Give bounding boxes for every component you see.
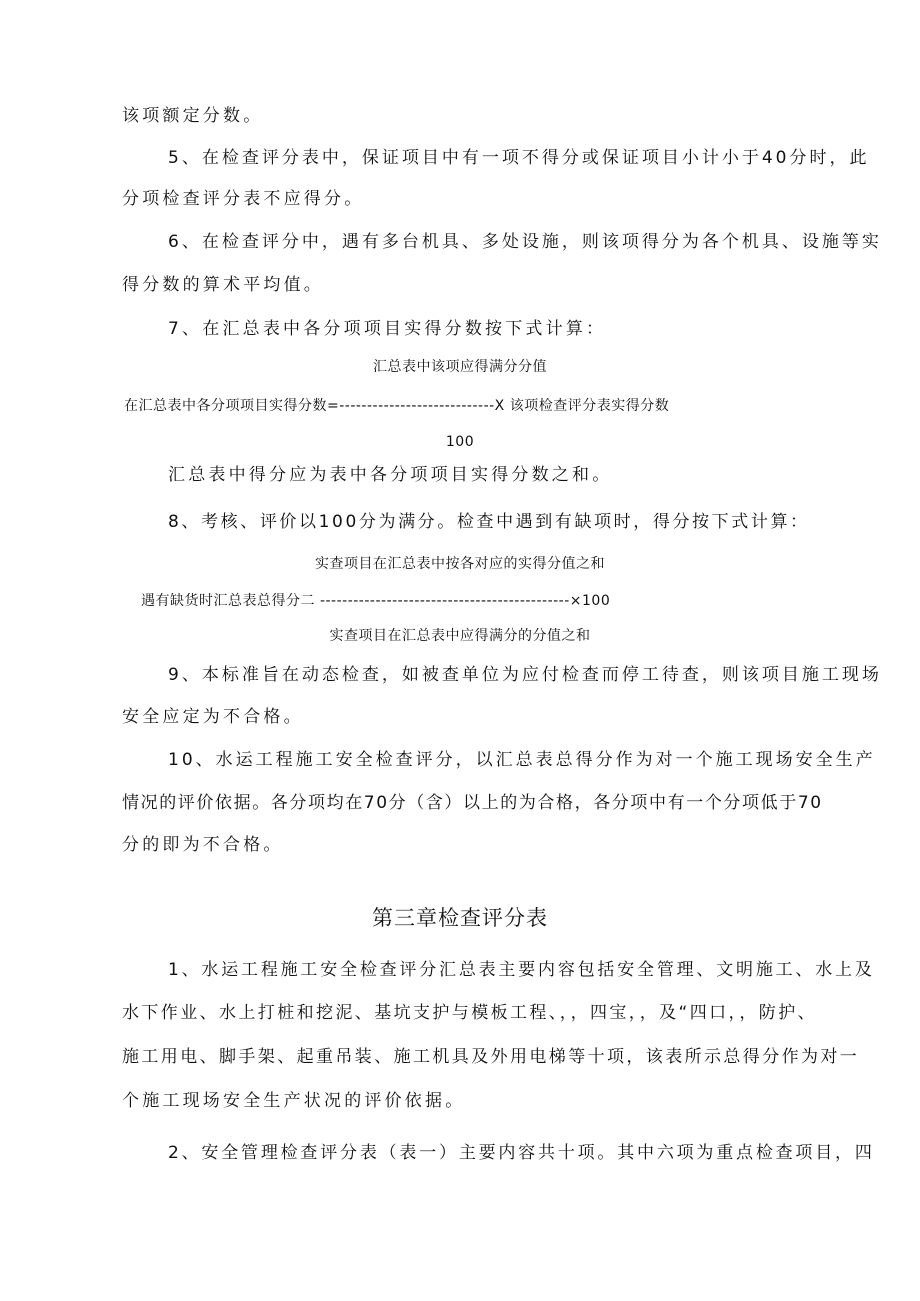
paragraph-line: 9、本标准旨在动态检查，如被查单位为应付检查而停工待查，则该项目施工现场 [168, 665, 882, 685]
formula-main: 遇有缺货时汇总表总得分二 ---------------------------------------------×100 [141, 593, 611, 609]
paragraph-line: 汇总表中得分应为表中各分项项目实得分数之和。 [168, 465, 613, 485]
formula-denominator: 实查项目在汇总表中应得满分的分值之和 [329, 628, 591, 644]
paragraph-line: 得分数的算术平均值。 [122, 275, 324, 295]
formula-denominator: 100 [445, 434, 475, 450]
paragraph-line: 10、水运工程施工安全检查评分，以汇总表总得分作为对一个施工现场安全生产 [168, 750, 876, 770]
paragraph-line: 7、在汇总表中各分项项目实得分数按下式计算： [168, 319, 607, 339]
paragraph-line: 1、水运工程施工安全检查评分汇总表主要内容包括安全管理、文明施工、水上及 [168, 960, 875, 980]
paragraph-line: 水下作业、水上打桩和挖泥、基坑支护与模板工程、，，四宝，，及“四口，，防护、 [122, 1003, 818, 1023]
paragraph-line: 该项额定分数。 [122, 106, 264, 126]
paragraph-line: 8、考核、评价以100分为满分。检查中遇到有缺项时，得分按下式计算： [168, 512, 810, 532]
paragraph-line: 分项检查评分表不应得分。 [122, 189, 365, 209]
paragraph-line: 安全应定为不合格。 [122, 707, 304, 727]
paragraph-line: 5、在检查评分表中，保证项目中有一项不得分或保证项目小计小于40分时，此 [168, 148, 870, 168]
paragraph-line: 分的即为不合格。 [122, 835, 284, 855]
paragraph-line: 个施工现场安全生产状况的评价依据。 [122, 1091, 466, 1111]
paragraph-line: 情况的评价依据。各分项均在70分（含）以上的为合格，各分项中有一个分项低于70 [122, 793, 823, 813]
paragraph-line: 施工用电、脚手架、起重吊装、施工机具及外用电梯等十项，该表所示总得分作为对一 [122, 1047, 860, 1067]
formula-numerator: 汇总表中该项应得满分分值 [373, 359, 547, 375]
chapter-title: 第三章检查评分表 [372, 906, 548, 930]
paragraph-line: 6、在检查评分中，遇有多台机具、多处设施，则该项得分为各个机具、设施等实 [168, 232, 882, 252]
formula-main: 在汇总表中各分项项目实得分数=----------------------------X 该项检查评分表实得分数 [124, 398, 670, 414]
paragraph-line: 2、安全管理检查评分表（表一）主要内容共十项。其中六项为重点检查项目，四 [168, 1143, 875, 1163]
formula-numerator: 实查项目在汇总表中按各对应的实得分值之和 [315, 556, 605, 572]
